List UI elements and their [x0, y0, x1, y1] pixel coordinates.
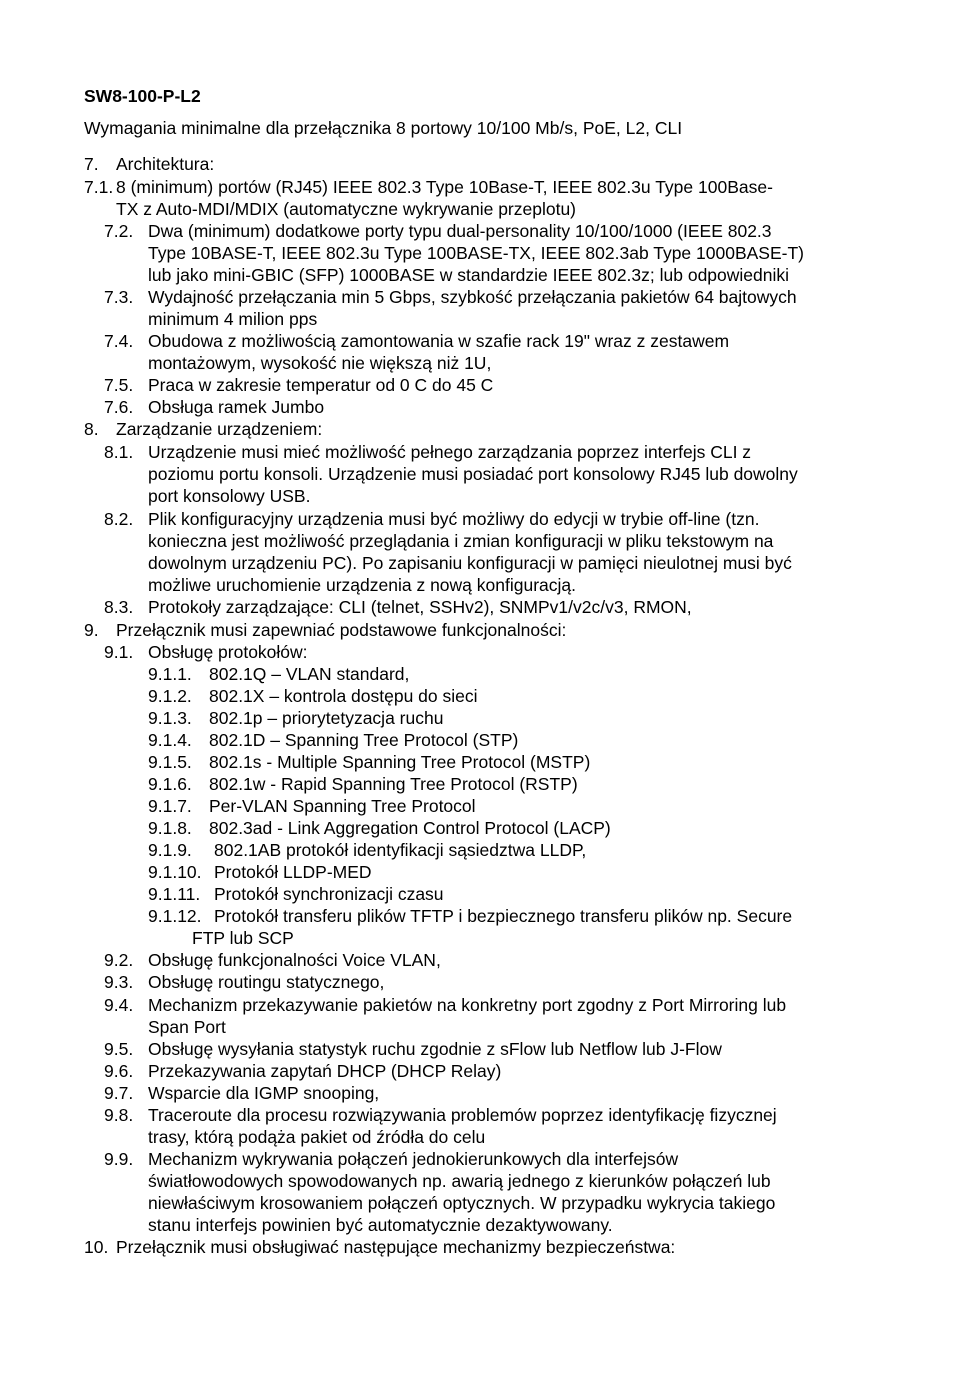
item-number: 9.1.11.: [148, 884, 201, 904]
document-subtitle: Wymagania minimalne dla przełącznika 8 portowy 10/100 Mb/s, PoE, L2, CLI: [84, 118, 683, 138]
item-number: 9.1.: [104, 642, 134, 662]
item-continuation-text: niewłaściwym krosowaniem połączeń optycznych. W przypadku wykrycia takiego: [148, 1193, 776, 1213]
item-number: 9.1.8.: [148, 818, 192, 838]
item-text: Protokół transferu plików TFTP i bezpiecznego transferu plików np. Secure: [214, 906, 793, 926]
item-text: Obsługę wysyłania statystyk ruchu zgodnie z sFlow lub Netflow lub J-Flow: [148, 1039, 722, 1059]
item-number: 9.: [84, 620, 99, 640]
item-text: Protokół synchronizacji czasu: [214, 884, 444, 904]
item-number: 9.1.12.: [148, 906, 202, 926]
item-text: Protokół LLDP-MED: [214, 862, 372, 882]
item-number: 9.1.5.: [148, 752, 192, 772]
item-number: 7.1.: [84, 177, 114, 197]
item-number: 8.1.: [104, 442, 134, 462]
item-number: 7.: [84, 154, 99, 174]
item-continuation-text: konieczna jest możliwość przeglądania i zmian konfiguracji w pliku tekstowym na: [148, 531, 774, 551]
item-text: Przełącznik musi zapewniać podstawowe funkcjonalności:: [116, 620, 567, 640]
item-continuation-text: TX z Auto-MDI/MDIX (automatyczne wykrywanie przeplotu): [116, 199, 577, 219]
item-number: 8.: [84, 419, 99, 439]
item-text: 802.3ad - Link Aggregation Control Protocol (LACP): [209, 818, 611, 838]
item-text: 802.1p – priorytetyzacja ruchu: [209, 708, 444, 728]
item-number: 9.1.9.: [148, 840, 192, 860]
item-continuation-text: Type 10BASE-T, IEEE 802.3u Type 100BASE-TX, IEEE 802.3ab Type 1000BASE-T): [148, 243, 804, 263]
item-text: Wsparcie dla IGMP snooping,: [148, 1083, 380, 1103]
item-continuation-text: trasy, którą podąża pakiet od źródła do celu: [148, 1127, 486, 1147]
item-number: 9.4.: [104, 995, 134, 1015]
item-text: 802.1D – Spanning Tree Protocol (STP): [209, 730, 519, 750]
item-number: 9.5.: [104, 1039, 134, 1059]
item-text: Protokoły zarządzające: CLI (telnet, SSHv2), SNMPv1/v2c/v3, RMON,: [148, 597, 692, 617]
item-number: 7.5.: [104, 375, 134, 395]
item-continuation-text: dowolnym urządzeniu PC). Po zapisaniu konfiguracji w pamięci nieulotnej musi być: [148, 553, 792, 573]
item-text: 8 (minimum) portów (RJ45) IEEE 802.3 Type 10Base-T, IEEE 802.3u Type 100Base-: [116, 177, 773, 197]
item-continuation-text: stanu interfejs powinien być automatycznie dezaktywowany.: [148, 1215, 613, 1235]
item-continuation-text: lub jako mini-GBIC (SFP) 1000BASE w standardzie IEEE 802.3z; lub odpowiedniki: [148, 265, 790, 285]
item-number: 9.1.3.: [148, 708, 192, 728]
item-text: 802.1AB protokół identyfikacji sąsiedztwa LLDP,: [214, 840, 587, 860]
item-number: 9.1.4.: [148, 730, 192, 750]
item-text: Przekazywania zapytań DHCP (DHCP Relay): [148, 1061, 502, 1081]
item-text: Mechanizm wykrywania połączeń jednokierunkowych dla interfejsów: [148, 1149, 679, 1169]
item-text: Praca w zakresie temperatur od 0 C do 45 C: [148, 375, 494, 395]
item-number: 9.1.2.: [148, 686, 192, 706]
item-text: Obsługę routingu statycznego,: [148, 972, 385, 992]
item-text: 802.1w - Rapid Spanning Tree Protocol (RSTP): [209, 774, 578, 794]
item-text: 802.1Q – VLAN standard,: [209, 664, 410, 684]
item-text: Zarządzanie urządzeniem:: [116, 419, 323, 439]
item-continuation-text: port konsolowy USB.: [148, 486, 311, 506]
item-number: 7.2.: [104, 221, 134, 241]
item-text: Urządzenie musi mieć możliwość pełnego zarządzania poprzez interfejs CLI z: [148, 442, 752, 462]
item-number: 9.1.1.: [148, 664, 192, 684]
item-text: Obsługę protokołów:: [148, 642, 308, 662]
item-text: Mechanizm przekazywanie pakietów na konkretny port zgodny z Port Mirroring lub: [148, 995, 787, 1015]
item-number: 9.9.: [104, 1149, 134, 1169]
item-text: Wydajność przełączania min 5 Gbps, szybkość przełączania pakietów 64 bajtowych: [148, 287, 797, 307]
item-number: 9.3.: [104, 972, 134, 992]
item-text: Dwa (minimum) dodatkowe porty typu dual-personality 10/100/1000 (IEEE 802.3: [148, 221, 772, 241]
item-continuation-text: FTP lub SCP: [192, 928, 294, 948]
item-number: 9.1.10.: [148, 862, 202, 882]
item-text: Architektura:: [116, 154, 215, 174]
item-number: 9.8.: [104, 1105, 134, 1125]
item-number: 7.3.: [104, 287, 134, 307]
item-text: Obsługę funkcjonalności Voice VLAN,: [148, 950, 441, 970]
item-number: 9.6.: [104, 1061, 134, 1081]
item-text: 802.1X – kontrola dostępu do sieci: [209, 686, 478, 706]
item-number: 7.6.: [104, 397, 134, 417]
item-text: Per-VLAN Spanning Tree Protocol: [209, 796, 476, 816]
item-number: 7.4.: [104, 331, 134, 351]
item-continuation-text: poziomu portu konsoli. Urządzenie musi posiadać port konsolowy RJ45 lub dowolny: [148, 464, 798, 484]
item-text: Obudowa z możliwością zamontowania w szafie rack 19" wraz z zestawem: [148, 331, 730, 351]
item-continuation-text: Span Port: [148, 1017, 226, 1037]
item-text: Obsługa ramek Jumbo: [148, 397, 325, 417]
item-number: 9.1.6.: [148, 774, 192, 794]
item-number: 9.1.7.: [148, 796, 192, 816]
item-continuation-text: minimum 4 milion pps: [148, 309, 318, 329]
item-number: 10.: [84, 1237, 109, 1257]
item-number: 8.3.: [104, 597, 134, 617]
item-text: Przełącznik musi obsługiwać następujące mechanizmy bezpieczeństwa:: [116, 1237, 676, 1257]
item-continuation-text: możliwe uruchomienie urządzenia z nową konfiguracją.: [148, 575, 576, 595]
item-continuation-text: światłowodowych spowodowanych np. awarią jednego z kierunków połączeń lub: [148, 1171, 771, 1191]
item-text: 802.1s - Multiple Spanning Tree Protocol (MSTP): [209, 752, 591, 772]
item-number: 9.7.: [104, 1083, 134, 1103]
document-title: SW8-100-P-L2: [84, 86, 201, 106]
item-number: 8.2.: [104, 509, 134, 529]
item-continuation-text: montażowym, wysokość nie większą niż 1U,: [148, 353, 492, 373]
item-text: Plik konfiguracyjny urządzenia musi być możliwy do edycji w trybie off-line (tzn.: [148, 509, 760, 529]
item-text: Traceroute dla procesu rozwiązywania problemów poprzez identyfikację fizycznej: [148, 1105, 777, 1125]
item-number: 9.2.: [104, 950, 134, 970]
